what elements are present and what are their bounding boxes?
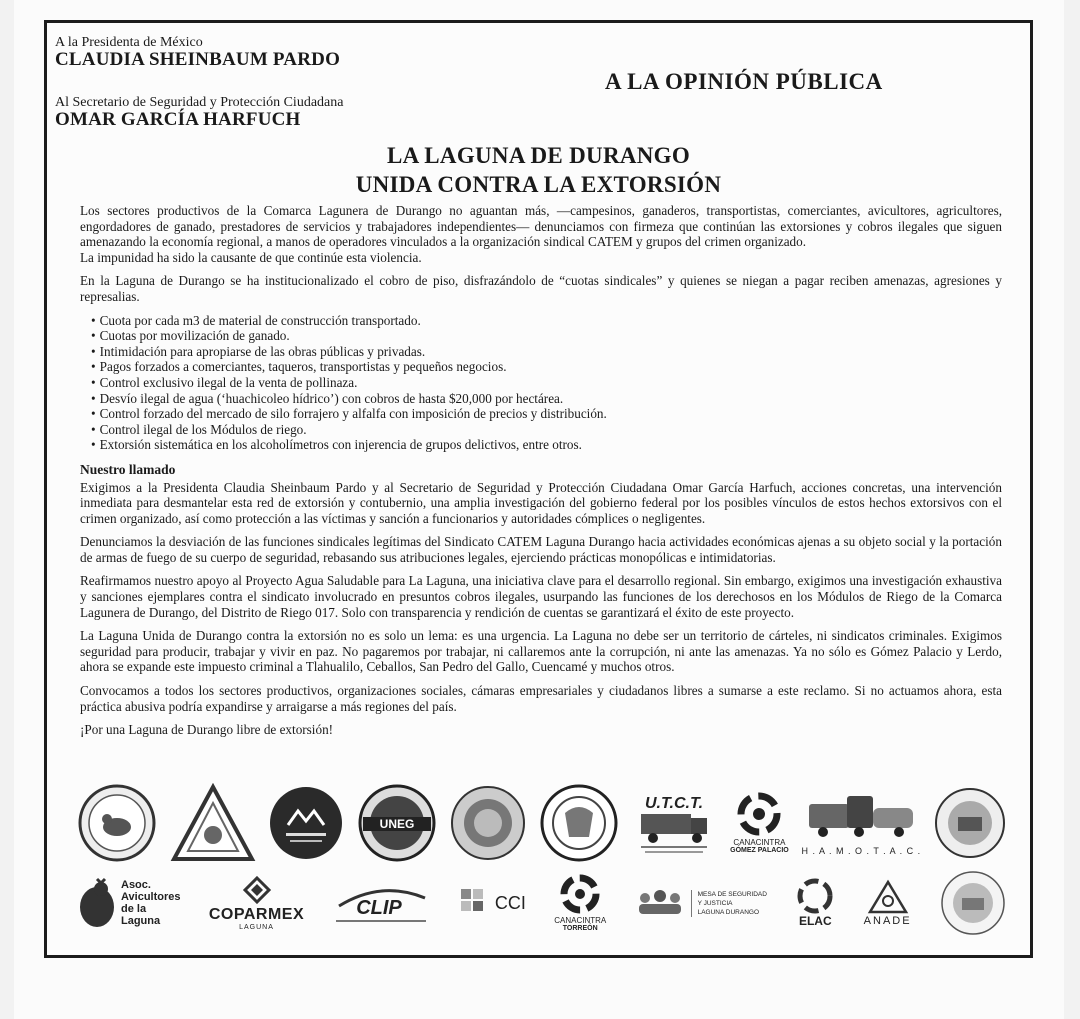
bullet-item: • Intimidación para apropiarse de las obras públicas y privadas.: [91, 344, 1002, 360]
paragraph: La Laguna Unida de Durango contra la extorsión no es solo un lema: es una urgencia. La Laguna no debe ser un territorio de cárteles, ni sindicatos criminales. Exigimos seguridad para producir, trabajar y vivir en paz. No pagaremos por trabajar, ni callaremos ante la corrupción, ni ante las amenazas. Ya no sólo es Gómez Palacio y Lerdo, ahora se expande este impuesto criminal a Tlahualilo, Ceballos, San Pedro del Gallo, Cuencamé y muchos otros.: [80, 628, 1002, 675]
canacintra-torreon-logo: [554, 874, 606, 932]
logos-row-1: [77, 778, 1006, 868]
avicultores-laguna-logo: [77, 875, 181, 931]
avicultores-text: [121, 879, 181, 927]
cci-laguna-logo: [457, 883, 526, 923]
clip-underline: [336, 920, 426, 922]
avicultores-line: Asoc.: [121, 879, 151, 891]
bullet-item: • Control exclusivo ilegal de la venta de pollinaza.: [91, 375, 1002, 391]
bullet-item: • Extorsión sistemática en los alcoholímetros con injerencia de grupos delictivos, entre otros.: [91, 437, 1002, 453]
canacintra-gp-label: CANACINTRA: [733, 838, 786, 847]
mesa-seguridad-logo: [635, 888, 767, 918]
bullet-item: • Control forzado del mercado de silo forrajero y alfalfa con imposición de precios y distribución.: [91, 406, 1002, 422]
headline-line-2: UNIDA CONTRA LA EXTORSIÓN: [355, 172, 722, 197]
hamotac-label: H . A . M . O . T . A . C .: [801, 846, 922, 856]
canacintra-gomez-palacio-logo: [730, 792, 789, 854]
headline-line-1: LA LAGUNA DE DURANGO: [386, 143, 691, 168]
clip-text: CLIP: [355, 897, 402, 919]
mesa-text: [691, 890, 767, 917]
triangle-association-logo: [170, 783, 256, 863]
paragraph: Convocamos a todos los sectores productivos, organizaciones sociales, cámaras empresariales y ciudadanos libres a sumarse a este reclamo. Si no actuamos ahora, esta práctica abusiva podría expandirse y arraigarse a más regiones del país.: [80, 683, 1002, 714]
elac-label: ELAC: [798, 914, 832, 928]
mesa-line: Y JUSTICIA: [697, 899, 733, 907]
logos-row-2: [77, 868, 1006, 938]
utct-logo: [631, 790, 717, 856]
secretary-name: OMAR GARCÍA HARFUCH: [55, 109, 301, 130]
avicultores-line: de la: [121, 903, 147, 915]
body-text: [80, 203, 1002, 746]
asociacion-ganadera-local-logo: [450, 785, 526, 861]
public-opinion-heading: A LA OPINIÓN PÚBLICA: [605, 69, 883, 94]
paragraph-text: Los sectores productivos de la Comarca Lagunera de Durango no aguantan más, —campesinos, ganaderos, transportistas, comerciantes, avicultores, agricultores, engordadores de ganado, prestadores de servicios y trabajadores independientes— denunciamos con firmeza que continúan las extorsiones y cobros ilegales que siguen amenazando la economía regional, a manos de operadores vinculados a la organización sindical CATEM y grupos del crimen organizado.: [80, 203, 1002, 250]
canacintra-t-label: CANACINTRA: [554, 916, 607, 925]
clip-logo: [333, 884, 429, 922]
uneg-text: UNEG: [379, 817, 415, 831]
cci-label: CCI: [494, 892, 526, 913]
avicultores-line: Laguna: [121, 915, 161, 927]
mesa-line: LAGUNA DURANGO: [697, 908, 759, 916]
modulos-riego-logo: [934, 787, 1006, 859]
closing-slogan: ¡Por una Laguna de Durango libre de extorsión!: [80, 722, 334, 738]
anade-label: ANADE: [863, 915, 912, 927]
bullet-item: • Pagos forzados a comerciantes, taqueros, transportistas y pequeños negocios.: [91, 359, 1002, 375]
paragraph: Reafirmamos nuestro apoyo al Proyecto Agua Saludable para La Laguna, una iniciativa clave para el desarrollo regional. Sin embargo, exigimos una investigación exhaustiva y sanciones ejemplares contra el sindicato involucrado en presuntos cobros ilegales, usurpando las funciones de los derechosos en los Módulos de Riego de la Comarca Lagunera de Durango, del Distrito de Riego 017. Solo con transparencia y rendición de cuentas se garantizará el éxito de este proyecto.: [80, 573, 1002, 620]
mesa-line: MESA DE SEGURIDAD: [697, 890, 767, 898]
hamotac-logo: [801, 790, 921, 856]
addressee-president: [55, 36, 340, 69]
paragraph-text: La impunidad ha sido la causante de que continúe esta violencia.: [80, 249, 422, 265]
coparmex-sub: LAGUNA: [239, 923, 274, 931]
canacintra-gp-city: GÓMEZ PALACIO: [730, 847, 789, 854]
coparmex-logo: [209, 876, 304, 931]
elac-logo: [795, 878, 835, 928]
coparmex-label: COPARMEX: [208, 905, 305, 923]
bullet-item: • Desvío ilegal de agua (‘huachicoleo hídrico’) con cobros de hasta $20,000 por hectárea.: [91, 391, 1002, 407]
avicultores-line: Avicultores: [121, 891, 181, 903]
bullet-item: • Control ilegal de los Módulos de riego.: [91, 422, 1002, 438]
paragraph: En la Laguna de Durango se ha institucionalizado el cobro de piso, disfrazándolo de “cuotas sindicales” y quienes se niegan a pagar reciben amenazas, agresiones y represalias.: [80, 273, 1002, 304]
addressee-secretary: [55, 96, 343, 129]
section-title: Nuestro llamado: [80, 461, 176, 477]
paragraph: Exigimos a la Presidenta Claudia Sheinbaum Pardo y al Secretario de Seguridad y Protección Ciudadana Omar García Harfuch, acciones concretas, una intervención inmediata para desmantelar esta red de extorsión y contubernio, una amplia investigación del gobierno federal por los posibles vínculos de estos hechos extorsivos con el crimen organizado, así como protección a las víctimas y sanción a funcionarios y autoridades cómplices o negligentes.: [80, 479, 1002, 526]
headline: [47, 141, 1030, 199]
bullet-item: • Cuotas por movilización de ganado.: [91, 328, 1002, 344]
regional-seal-logo: [940, 870, 1006, 936]
bullet-list: [80, 313, 1002, 453]
president-label: A la Presidenta de México: [55, 35, 203, 50]
utct-text: U.T.C.T.: [645, 795, 704, 812]
uneg-logo: [357, 783, 437, 863]
paragraph: Denunciamos la desviación de las funciones sindicales legítimas del Sindicato CATEM Laguna Durango hacia actividades económicas ajenas a su objeto social y la portación de armas de fuego de su cuerpo de seguridad, rebasando sus atribuciones legales, ejerciendo prácticas monopólicas e intimidatorias.: [80, 534, 1002, 565]
secretary-label: Al Secretario de Seguridad y Protección Ciudadana: [55, 95, 344, 110]
union-ganadera-regional-logo: [539, 783, 619, 863]
president-name: CLAUDIA SHEINBAUM PARDO: [55, 49, 341, 70]
newspaper-ad: [44, 20, 1033, 958]
canacintra-t-city: TORREÓN: [562, 925, 598, 932]
paragraph: [80, 203, 1002, 265]
union-ganadera-local-logo: [77, 783, 157, 863]
bullet-item: • Cuota por cada m3 de material de construcción transportado.: [91, 313, 1002, 329]
consejo-agropecuario-logo: [268, 785, 344, 861]
anade-logo: [864, 879, 912, 927]
